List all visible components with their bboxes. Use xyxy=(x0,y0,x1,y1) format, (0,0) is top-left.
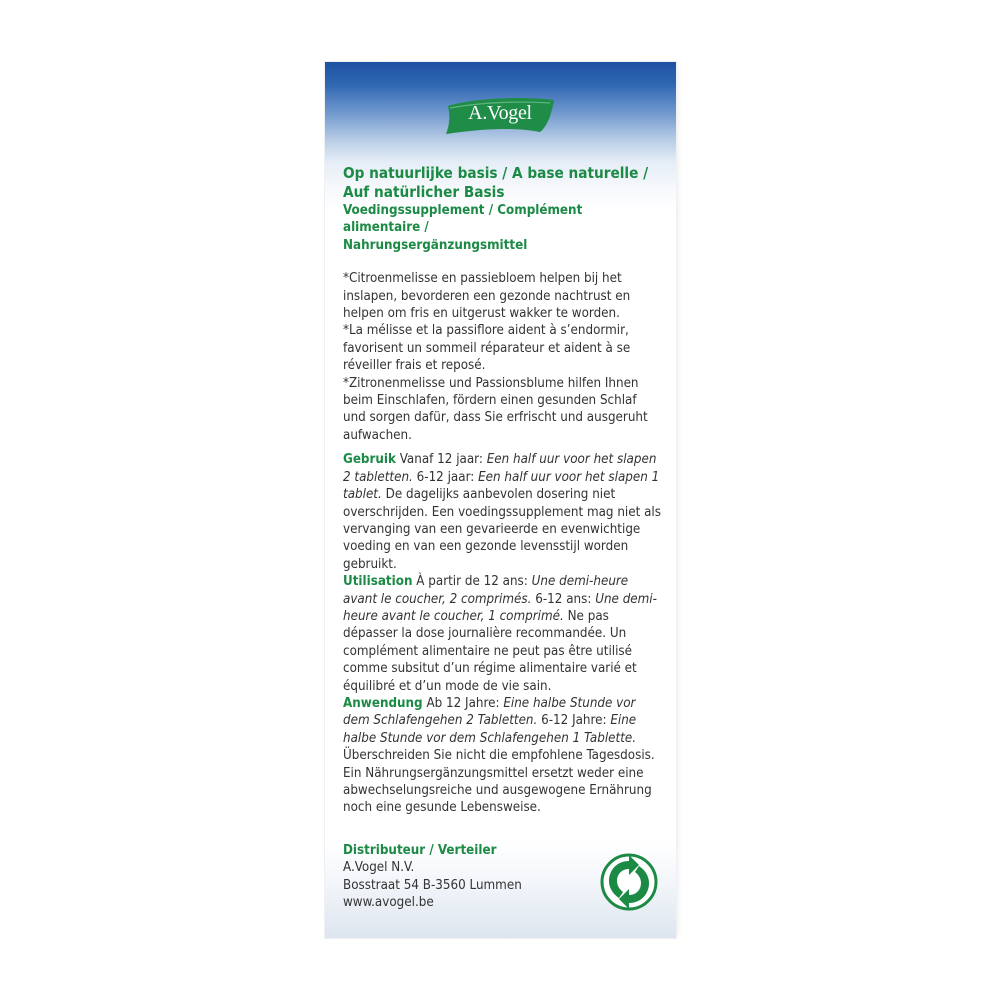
green-dot-recycle-icon xyxy=(599,852,659,912)
benefits-nl: *Citroenmelisse en passiebloem helpen bij het inslapen, bevorderen een gezonde nachtrust en helpen om fris en uitgerust wakker te worden. xyxy=(343,271,631,322)
subtitle-line-2: Nahrungsergänzungsmittel xyxy=(343,237,528,253)
heading-title xyxy=(343,164,663,202)
label-content xyxy=(343,164,663,817)
distributor-address: Bosstraat 54 B-3560 Lummen xyxy=(343,877,522,893)
usage-fr-label: Utilisation xyxy=(343,574,413,590)
usage-fr xyxy=(343,573,663,695)
usage-nl-dose2: Een half uur voor het slapen 1 tablet. xyxy=(343,469,660,503)
usage-nl-label: Gebruik xyxy=(343,452,396,468)
usage-de-label: Anwendung xyxy=(343,695,423,711)
usage-nl xyxy=(343,451,663,573)
distributor-label: Distributeur / Verteiler xyxy=(343,843,497,858)
usage-fr-age1: À partir de 12 ans: xyxy=(416,574,528,590)
usage-de-note: Überschreiden Sie nicht die empfohlene Tagesdosis. Ein Nährungsergänzungsmittel ersetzt weder eine abwechselungsreiche und ausgewogene Ernährung noch eine gesunde Lebensweise. xyxy=(343,748,655,816)
usage-fr-dose1: Une demi-heure avant le coucher, 2 comprimés. xyxy=(343,574,629,607)
usage-fr-dose2: Une demi-heure avant le coucher, 1 comprimé. xyxy=(343,591,657,624)
benefits-fr: *La mélisse et la passiflore aident à s’endormir, favorisent un sommeil réparateur et aident à se réveiller frais et reposé. xyxy=(343,323,631,374)
benefits-section xyxy=(343,270,663,444)
title-line-1: Op natuurlijke basis / A base naturelle / xyxy=(343,164,649,182)
usage-de-dose1: Eine halbe Stunde vor dem Schlafengehen 2 Tabletten. xyxy=(343,695,636,729)
usage-nl-age1: Vanaf 12 jaar: xyxy=(399,452,483,468)
title-line-2: Auf natürlicher Basis xyxy=(343,183,505,201)
distributor-company: A.Vogel N.V. xyxy=(343,860,415,876)
usage-nl-dose1: Een half uur voor het slapen 2 tabletten. xyxy=(343,452,657,485)
benefits-de: *Zitronenmelisse und Passionsblume hilfen Ihnen beim Einschlafen, fördern einen gesunden Schlaf und sorgen dafür, dass Sie erfrischt und ausgeruht aufwachen. xyxy=(343,375,648,443)
usage-de-age1: Ab 12 Jahre: xyxy=(426,695,500,711)
distributor-block xyxy=(343,842,563,912)
usage-de-dose2: Eine halbe Stunde vor dem Schlafengehen 1 Tablette. xyxy=(343,713,637,746)
subtitle-line-1: Voedingssupplement / Complément alimentaire / xyxy=(343,203,583,236)
product-label-panel xyxy=(325,62,676,938)
heading-subtitle xyxy=(343,202,663,254)
usage-nl-age2: 6-12 jaar: xyxy=(416,469,475,485)
usage-de xyxy=(343,695,663,817)
usage-fr-note: Ne pas dépasser la dose journalière recommandée. Un complément alimentaire ne peut pas être utilisé comme subsitut d’un régime alimentaire varié et équilibré et d’un mode de vie sain. xyxy=(343,608,637,694)
usage-section xyxy=(343,451,663,817)
distributor-website[interactable]: www.avogel.be xyxy=(343,895,434,911)
usage-fr-age2: 6-12 ans: xyxy=(535,591,592,607)
avogel-logo xyxy=(442,96,558,136)
usage-de-age2: 6-12 Jahre: xyxy=(541,713,607,729)
logo-wordmark: A.Vogel xyxy=(468,102,532,124)
usage-nl-note: De dagelijks aanbevolen dosering niet overschrijden. Een voedingssupplement mag niet als vervanging van een gevarieerde en evenwichtige voeding en van een gezonde levensstijl worden gebruikt. xyxy=(343,487,661,572)
